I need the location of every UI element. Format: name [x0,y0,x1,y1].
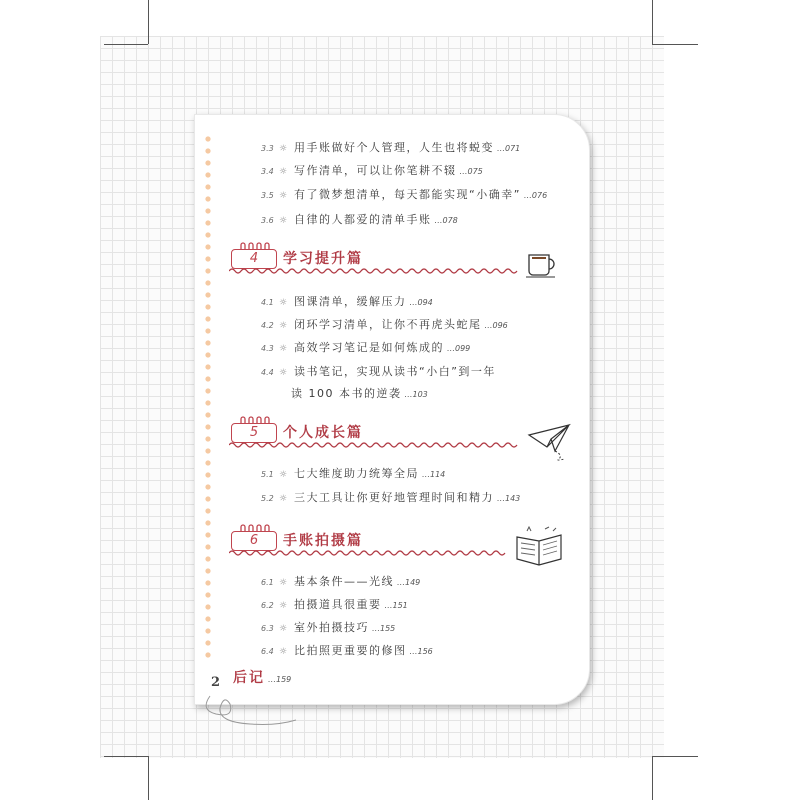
entry-title: 拍摄道具很重要 [294,598,382,611]
entry-title: 闭环学习清单，让你不再虎头蛇尾 [294,318,482,331]
entry-page: …078 [434,216,458,225]
afterword-title: 后记 [233,670,265,686]
entry-number: 4.4 [261,368,274,377]
toc-entry[interactable] [261,465,445,481]
string-doodle-icon [180,690,300,730]
toc-entry[interactable] [261,339,470,355]
paper-plane-icon [525,421,575,461]
entry-page: …076 [523,191,548,200]
page-number: 2 [211,675,221,690]
afterword-page: …159 [268,675,292,684]
sun-bullet-icon: ☼ [279,470,288,480]
entry-number: 4.1 [261,298,274,307]
entry-page: …155 [372,624,396,633]
section-header-5[interactable] [229,413,569,453]
sun-bullet-icon: ☼ [279,191,288,201]
sun-bullet-icon: ☼ [279,494,288,504]
entry-page: …071 [497,144,521,153]
crop-mark [148,756,149,800]
section-number: 6 [249,533,259,548]
section-number: 5 [249,425,259,440]
entry-number: 5.1 [261,470,274,479]
section-title: 手账拍摄篇 [283,533,363,549]
entry-title: 高效学习笔记是如何炼成的 [294,341,444,354]
wavy-underline [229,549,509,557]
entry-number: 3.4 [261,167,274,176]
entry-number: 5.2 [261,494,274,503]
entry-number: 6.4 [261,647,274,656]
toc-entry[interactable] [261,293,433,309]
section-title: 学习提升篇 [283,251,363,267]
section-header-4[interactable] [229,239,569,279]
afterword-entry[interactable] [233,667,291,687]
sun-bullet-icon: ☼ [279,344,288,354]
toc-entry[interactable] [261,642,433,658]
entry-number: 4.3 [261,344,274,353]
entry-number: 6.2 [261,601,274,610]
entry-number: 3.3 [261,144,274,153]
entry-title: 基本条件——光线 [294,575,394,588]
entry-title-line2: 读 100 本书的逆袭 [291,387,402,400]
entry-title: 七大维度助力统筹全局 [294,467,419,480]
sun-bullet-icon: ☼ [279,298,288,308]
entry-page: …114 [422,470,446,479]
toc-entry[interactable] [261,596,408,612]
section-number-badge [231,423,277,443]
entry-page: …149 [397,578,421,587]
crop-mark [104,44,148,45]
crop-mark [148,0,149,44]
toc-entry[interactable] [261,619,395,635]
section-number: 4 [249,251,259,266]
entry-number: 3.5 [261,191,274,200]
entry-page: …096 [484,321,508,330]
sun-bullet-icon: ☼ [279,144,288,154]
entry-page: …156 [409,647,433,656]
entry-page: …151 [384,601,408,610]
entry-title: 自律的人都爱的清单手账 [294,213,432,226]
entry-title: 用手账做好个人管理，人生也将蜕变 [294,141,494,154]
sun-bullet-icon: ☼ [279,578,288,588]
section-number-badge [231,249,277,269]
toc-entry[interactable] [261,316,508,332]
coffee-cup-icon [525,249,561,279]
entry-page: …094 [409,298,433,307]
crop-mark [652,756,653,800]
crop-mark [652,756,698,757]
sun-bullet-icon: ☼ [279,601,288,611]
toc-entry[interactable] [261,186,547,202]
sun-bullet-icon: ☼ [279,647,288,657]
sun-bullet-icon: ☼ [279,624,288,634]
toc-entry[interactable] [261,363,496,379]
entry-title: 比拍照更重要的修图 [294,644,407,657]
section-title: 个人成长篇 [283,425,363,441]
entry-number: 3.6 [261,216,274,225]
sun-bullet-icon: ☼ [279,167,288,177]
toc-entry[interactable] [261,489,520,505]
wavy-underline [229,267,519,275]
entry-title: 图课清单，缓解压力 [294,295,407,308]
entry-title: 写作清单，可以让你笔耕不辍 [294,164,457,177]
entry-title: 室外拍摄技巧 [294,621,369,634]
entry-title: 读书笔记，实现从读书“小白”到一年 [294,365,496,378]
toc-page-card [194,114,590,705]
entry-page: …143 [497,494,521,503]
entry-number: 6.3 [261,624,274,633]
toc-entry[interactable] [261,211,458,227]
sun-bullet-icon: ☼ [279,368,288,378]
entry-number: 6.1 [261,578,274,587]
sun-bullet-icon: ☼ [279,216,288,226]
sun-bullet-icon: ☼ [279,321,288,331]
toc-entry[interactable] [261,573,420,589]
crop-mark [652,44,698,45]
entry-title: 有了微梦想清单，每天都能实现“小确幸” [294,188,521,201]
entry-page: …075 [459,167,483,176]
punched-dots-margin [205,133,211,663]
crop-mark [652,0,653,44]
wavy-underline [229,441,519,449]
toc-entry[interactable] [261,139,520,155]
toc-entry[interactable] [261,162,483,178]
toc-entry-continuation[interactable] [291,385,428,401]
entry-page: …099 [447,344,471,353]
entry-page: …103 [404,390,428,399]
entry-title: 三大工具让你更好地管理时间和精力 [294,491,494,504]
open-book-icon [513,523,565,573]
section-number-badge [231,531,277,551]
entry-number: 4.2 [261,321,274,330]
crop-mark [104,756,148,757]
